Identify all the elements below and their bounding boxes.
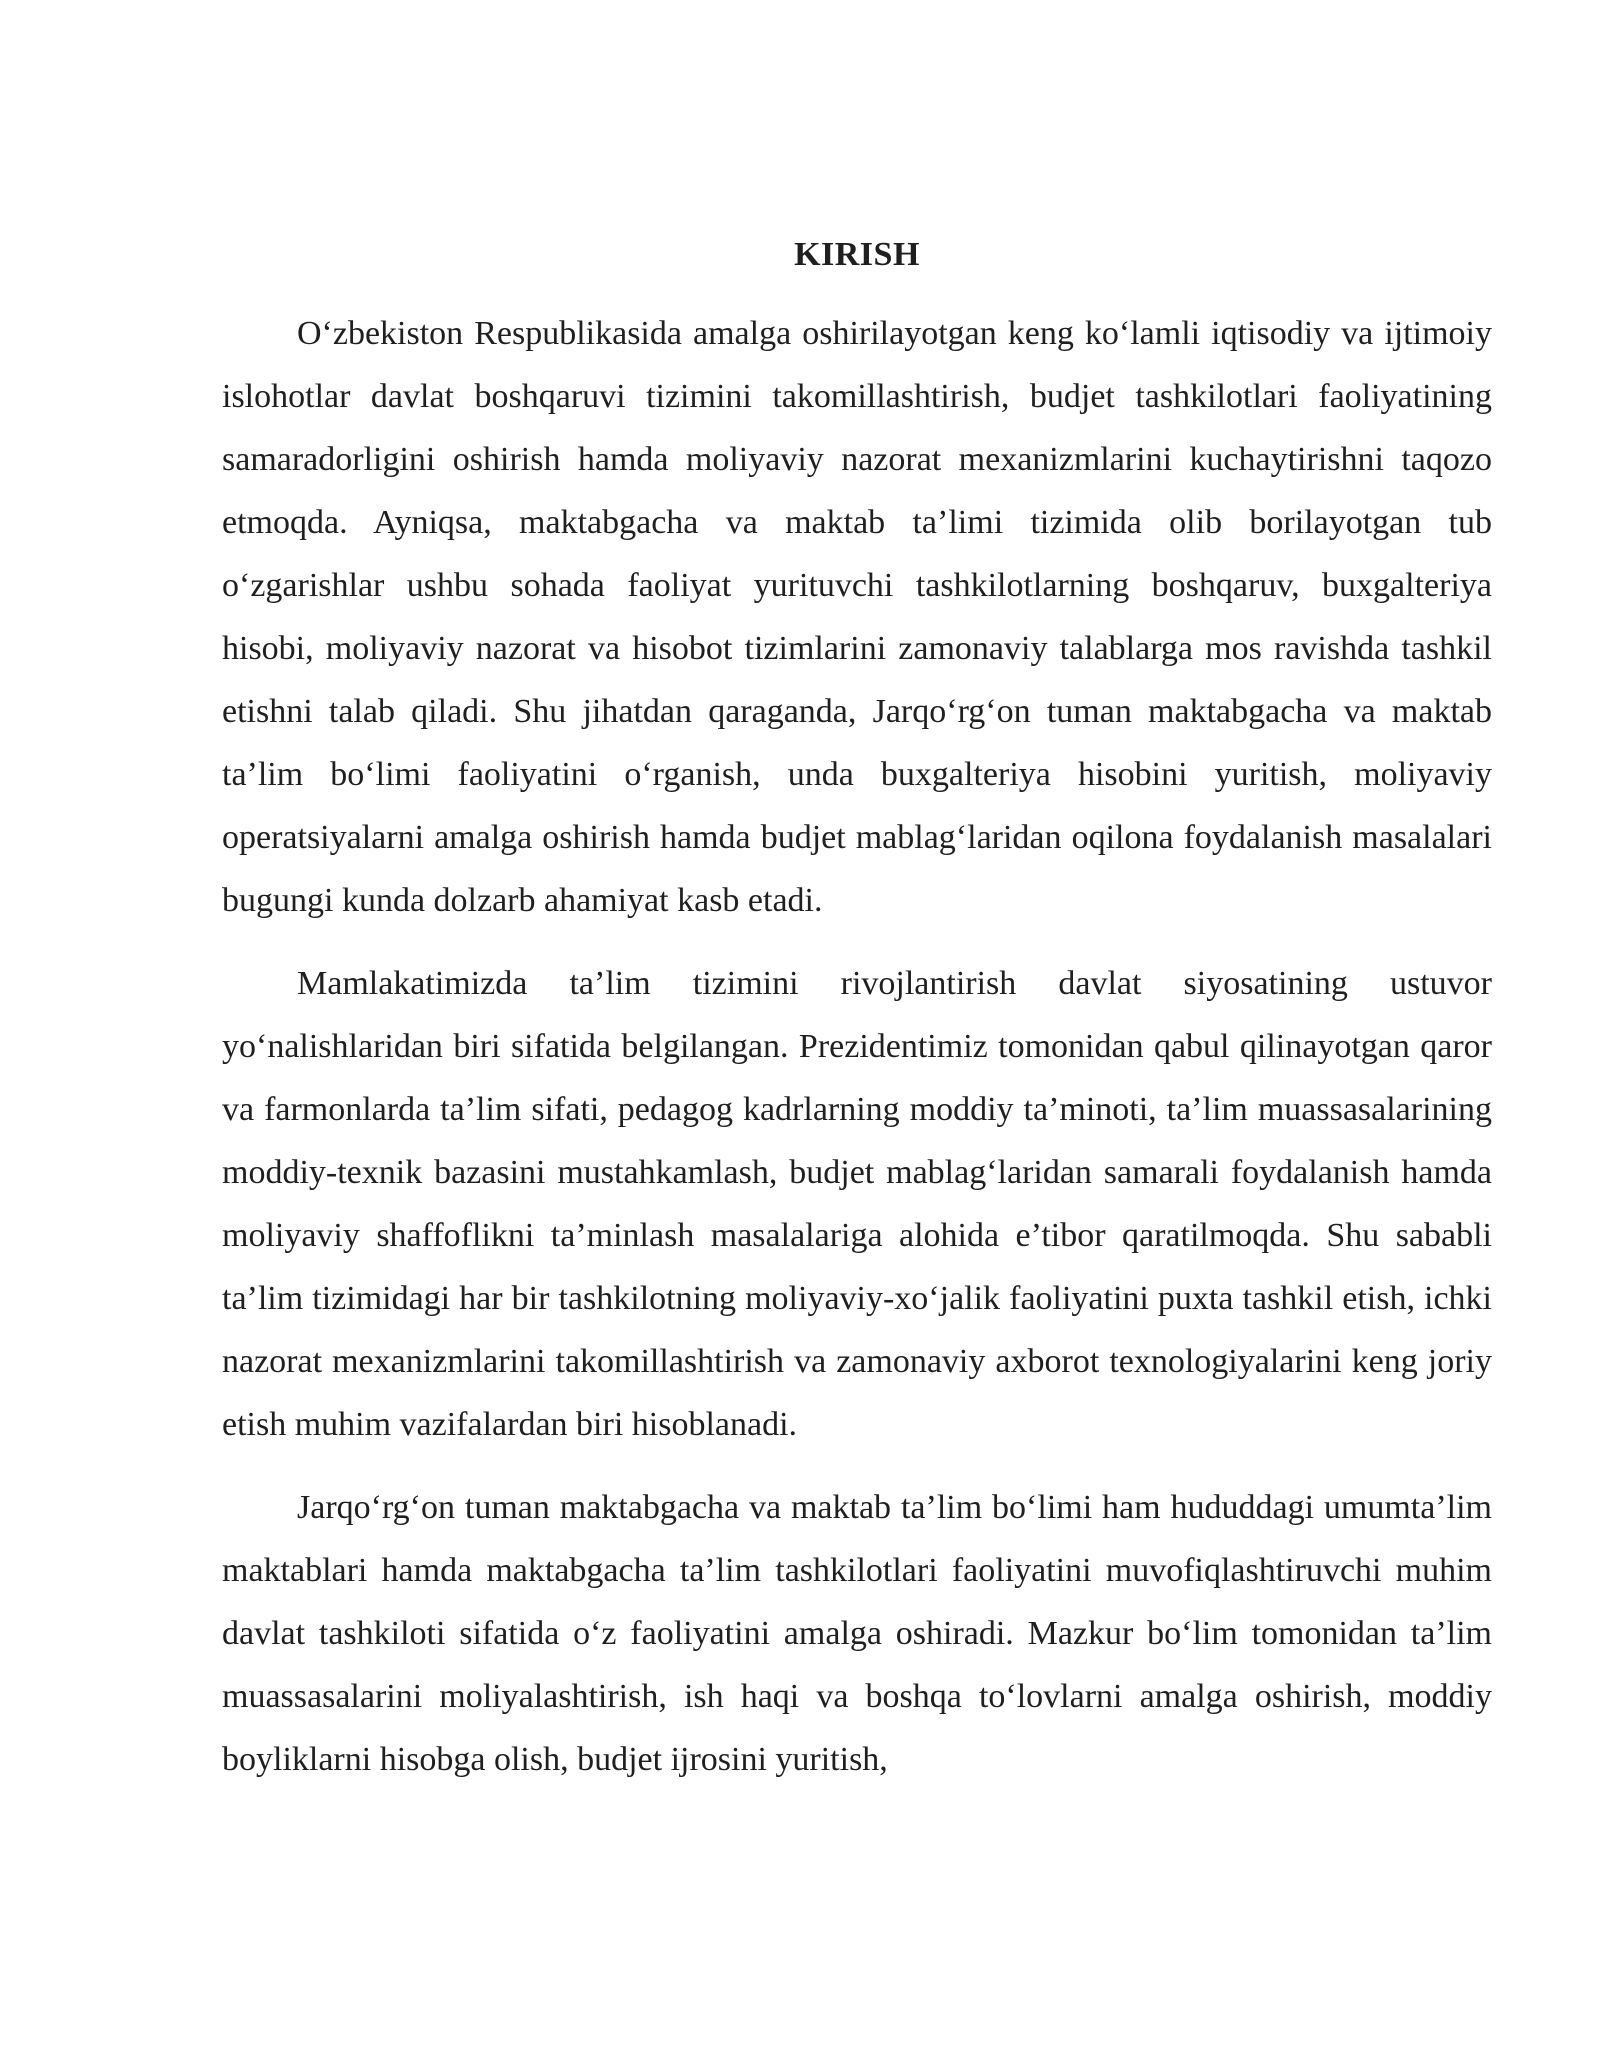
paragraph-2: Mamlakatimizda ta’lim tizimini rivojlantirish davlat siyosatining ustuvor yo‘nalishlaridan biri sifatida belgilangan. Prezidentimiz tomonidan qabul qilinayotgan qaror va farmonlarda ta’lim sifati, pedagog kadrlarning moddiy ta’minoti, ta’lim muassasalarining moddiy-texnik bazasini mustahkamlash, budjet mablag‘laridan samarali foydalanish hamda moliyaviy shaffoflikni ta’minlash masalalariga alohida e’tibor qaratilmoqda. Shu sababli ta’lim tizimidagi har bir tashkilotning moliyaviy-xo‘jalik faoliyatini puxta tashkil etish, ichki nazorat mexanizmlarini takomillashtirish va zamonaviy axborot texnologiyalarini keng joriy etish muhim vazifalardan biri hisoblanadi. [222, 965, 1492, 1443]
document-page [222, 222, 1492, 1791]
paragraph-1: O‘zbekiston Respublikasida amalga oshirilayotgan keng ko‘lamli iqtisodiy va ijtimoiy islohotlar davlat boshqaruvi tizimini takomillashtirish, budjet tashkilotlari faoliyatining samaradorligini oshirish hamda moliyaviy nazorat mexanizmlarini kuchaytirishni taqozo etmoqda. Ayniqsa, maktabgacha va maktab ta’limi tizimida olib borilayotgan tub o‘zgarishlar ushbu sohada faoliyat yurituvchi tashkilotlarning boshqaruv, buxgalteriya hisobi, moliyaviy nazorat va hisobot tizimlarini zamonaviy talablarga mos ravishda tashkil etishni talab qiladi. Shu jihatdan qaraganda, Jarqo‘rg‘on tuman maktabgacha va maktab ta’lim bo‘limi faoliyatini o‘rganish, unda buxgalteriya hisobini yuritish, moliyaviy operatsiyalarni amalga oshirish hamda budjet mablag‘laridan oqilona foydalanish masalalari bugungi kunda dolzarb ahamiyat kasb etadi. [222, 315, 1492, 919]
paragraph-3: Jarqo‘rg‘on tuman maktabgacha va maktab ta’lim bo‘limi ham hududdagi umumta’lim maktablari hamda maktabgacha ta’lim tashkilotlari faoliyatini muvofiqlashtiruvchi muhim davlat tashkiloti sifatida o‘z faoliyatini amalga oshiradi. Mazkur bo‘lim tomonidan ta’lim muassasalarini moliyalashtirish, ish haqi va boshqa to‘lovlarni amalga oshirish, moddiy boyliklarni hisobga olish, budjet ijrosini yuritish, [222, 1489, 1492, 1778]
document-title: KIRISH [794, 236, 920, 273]
